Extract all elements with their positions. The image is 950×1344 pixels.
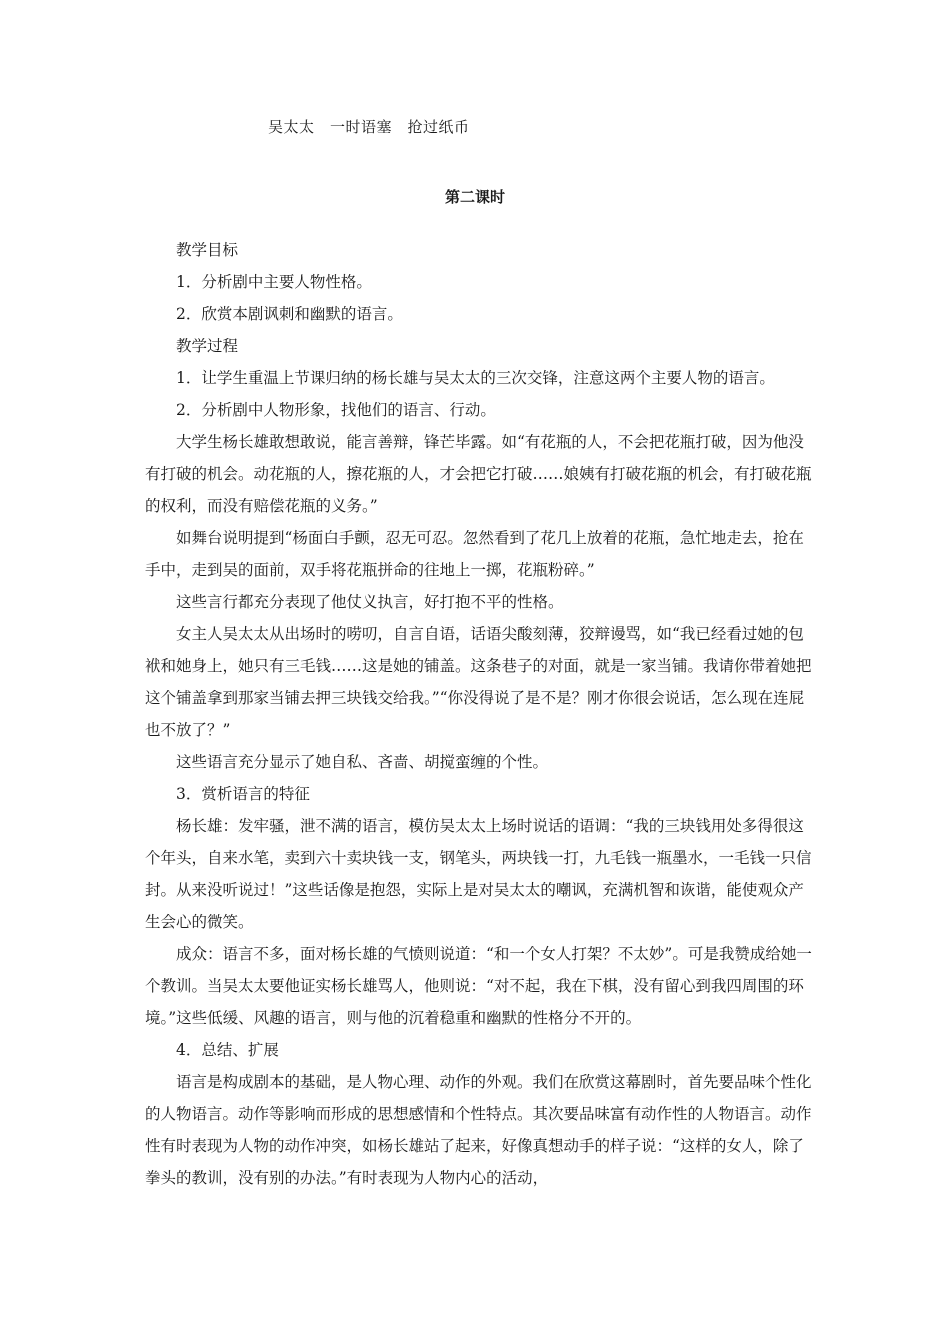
stage-direction-line: 吴太太 一时语塞 抢过纸币 — [268, 118, 470, 136]
paragraph: 这些言行都充分表现了他仗义执言，好打抱不平的性格。 — [176, 593, 564, 611]
paragraph: 女主人吴太太从出场时的唠叨，自言自语，话语尖酸刻薄，狡辩谩骂，如“我已经看过她的包袱和她身上，她只有三毛钱……这是她的铺盖。这条巷子的对面，就是一家当铺。我请你带着她把这个铺盖拿到那家当铺去押三块钱交给我。”“你没得说了是不是？刚才你很会说话，怎么现在连屁也不放了？” — [145, 625, 812, 739]
list-item: 1．分析剧中主要人物性格。 — [176, 273, 372, 291]
list-item: 1．让学生重温上节课归纳的杨长雄与吴太太的三次交锋，注意这两个主要人物的语言。 — [176, 369, 775, 387]
section-heading: 教学目标 — [176, 241, 239, 259]
paragraph: 这些语言充分显示了她自私、吝啬、胡搅蛮缠的个性。 — [176, 753, 549, 771]
paragraph: 大学生杨长雄敢想敢说，能言善辩，锋芒毕露。如“有花瓶的人，不会把花瓶打破，因为他没有打破的机会。动花瓶的人，擦花瓶的人，才会把它打破……娘姨有打破花瓶的机会，有打破花瓶的权利，而没有赔偿花瓶的义务。” — [145, 433, 812, 515]
paragraph: 成众：语言不多，面对杨长雄的气愤则说道：“和一个女人打架？不太妙”。可是我赞成给她一个教训。当吴太太要他证实杨长雄骂人，他则说：“对不起，我在下棋，没有留心到我四周围的环境。”这些低缓、风趣的语言，则与他的沉着稳重和幽默的性格分不开的。 — [145, 945, 812, 1027]
paragraph: 语言是构成剧本的基础，是人物心理、动作的外观。我们在欣赏这幕剧时，首先要品味个性化的人物语言。动作等影响而形成的思想感情和个性特点。其次要品味富有动作性的人物语言。动作性有时表现为人物的动作冲突，如杨长雄站了起来，好像真想动手的样子说：“这样的女人，除了拳头的教训，没有别的办法。”有时表现为人物内心的活动， — [145, 1073, 812, 1187]
list-item: 4．总结、扩展 — [176, 1041, 279, 1059]
lesson-title: 第二课时 — [444, 188, 505, 206]
section-heading: 教学过程 — [176, 337, 239, 355]
paragraph: 如舞台说明提到“杨面白手颤，忍无可忍。忽然看到了花几上放着的花瓶，急忙地走去，抢在手中，走到吴的面前，双手将花瓶拼命的往地上一掷，花瓶粉碎。” — [145, 529, 804, 579]
list-item: 3．赏析语言的特征 — [176, 785, 310, 803]
document-body — [145, 234, 813, 1194]
list-item: 2．欣赏本剧讽刺和幽默的语言。 — [176, 305, 403, 323]
paragraph: 杨长雄：发牢骚，泄不满的语言，模仿吴太太上场时说话的语调：“我的三块钱用处多得很这个年头，自来水笔，卖到六十卖块钱一支，钢笔头，两块钱一打，九毛钱一瓶墨水，一毛钱一只信封。从来没听说过！”这些话像是抱怨，实际上是对吴太太的嘲讽，充满机智和诙谐，能使观众产生会心的微笑。 — [145, 817, 812, 931]
list-item: 2．分析剧中人物形象，找他们的语言、行动。 — [176, 401, 496, 419]
